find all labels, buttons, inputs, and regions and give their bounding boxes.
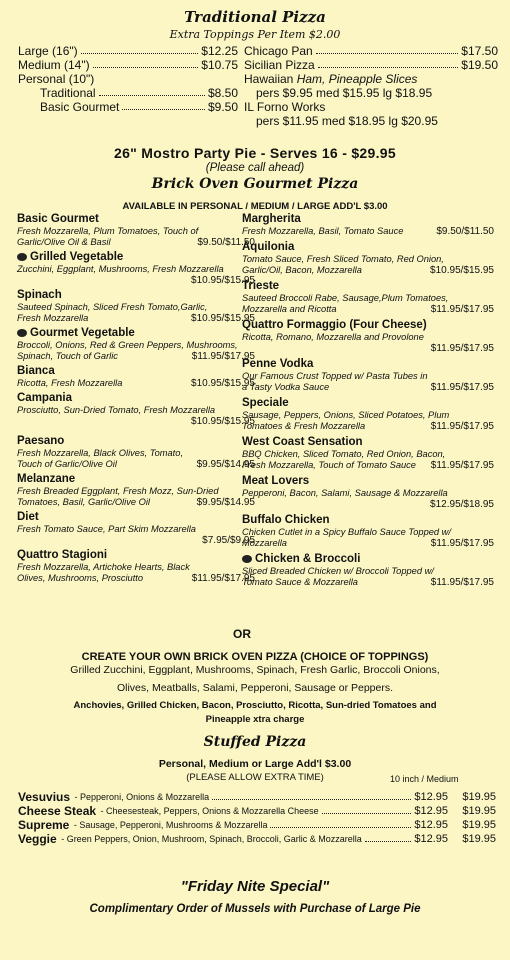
- item-desc: Spinach, Touch of Garlic: [17, 351, 118, 361]
- stuffed-allow: (PLEASE ALLOW EXTRA TIME): [186, 772, 324, 783]
- item-desc: Olives, Mushrooms, Prosciutto: [17, 573, 144, 583]
- flower-icon: [17, 253, 27, 261]
- traditional-left: [18, 44, 238, 114]
- item-desc: Chicken Cutlet in a Spicy Buffalo Sauce Topped w/: [242, 527, 451, 537]
- personal-label: Personal (10"): [18, 72, 95, 86]
- gourmet-sizes: AVAILABLE IN PERSONAL / MEDIUM / LARGE ADD'L $3.00: [122, 201, 388, 212]
- stuffed-name: Vesuvius: [18, 790, 71, 804]
- create-line1: Grilled Zucchini, Eggplant, Mushrooms, Spinach, Fresh Garlic, Broccoli Onions,: [70, 664, 440, 676]
- item-desc-price-row: [17, 573, 255, 584]
- gourmet-item-name: [242, 213, 494, 226]
- create-line4: Pineapple xtra charge: [205, 714, 305, 725]
- item-name-text: Aquilonia: [242, 241, 295, 253]
- gourmet-item: [242, 553, 494, 588]
- stuffed-price-medium: $19.95: [462, 819, 496, 831]
- item-price: $7.95/$9.95: [202, 535, 255, 546]
- mostro-title: 26" Mostro Party Pie - Serves 16 - $29.95: [114, 145, 396, 161]
- gourmet-item-name: [242, 319, 494, 332]
- gourmet-item-name: [17, 289, 255, 302]
- item-desc: Touch of Garlic/Olive Oil: [17, 459, 117, 469]
- item-desc: Fresh Mozzarella, Touch of Tomato Sauce: [242, 460, 416, 470]
- stuffed-desc: Cheesesteak, Peppers, Onions & Mozzarella Cheese: [106, 806, 319, 816]
- item-desc-price-row: [242, 577, 494, 588]
- item-desc: Fresh Mozzarella, Basil, Tomato Sauce: [242, 226, 404, 236]
- gourmet-item-name: [242, 514, 494, 527]
- item-price: $11.95/$17.95: [430, 382, 494, 393]
- gourmet-item-name: [17, 365, 255, 378]
- item-name-text: Penne Vodka: [242, 358, 314, 370]
- trad-price: $8.50: [207, 86, 238, 100]
- item-desc-price-row: [17, 459, 255, 470]
- gourmet-item-name: [242, 397, 494, 410]
- item-price: $9.95/$14.95: [196, 459, 255, 470]
- stuffed-item: Cheese Steak - Cheesesteak, Peppers, Onions & Mozzarella Cheese $12.95 $19.95: [18, 804, 496, 818]
- item-desc-price-row: [17, 497, 255, 508]
- gourmet-item-name: [17, 511, 255, 524]
- traditional-right: [244, 44, 498, 128]
- gourmet-item: [17, 511, 255, 546]
- item-name-text: Grilled Vegetable: [30, 251, 124, 263]
- item-name-text: Buffalo Chicken: [242, 514, 330, 526]
- stuffed-desc: Sausage, Pepperoni, Mushrooms & Mozzarella: [79, 820, 268, 830]
- stuffed-price-medium: $19.95: [462, 791, 496, 803]
- gourmet-item: [17, 392, 255, 427]
- gourmet-item: [17, 213, 255, 248]
- mostro-note: (Please call ahead): [205, 162, 305, 174]
- gourmet-item: [17, 289, 255, 324]
- item-desc: Tomatoes & Fresh Mozzarella: [242, 421, 366, 431]
- item-price: $11.95/$17.95: [430, 538, 494, 549]
- gourmet-item-name: [242, 553, 494, 566]
- item-desc: Tomato Sauce, Fresh Sliced Tomato, Red Onion,: [242, 254, 444, 264]
- gourmet-title: Brick Oven Gourmet Pizza: [151, 176, 359, 192]
- item-name-text: Speciale: [242, 397, 289, 409]
- item-desc-price-row: [17, 237, 255, 248]
- create-title: CREATE YOUR OWN BRICK OVEN PIZZA (CHOICE OF TOPPINGS): [81, 651, 429, 663]
- item-name-text: Chicken & Broccoli: [255, 553, 361, 565]
- item-price: $11.95/$17.95: [430, 304, 494, 315]
- gourmet-item: [242, 213, 494, 237]
- stuffed-cols: 10 inch / Medium: [390, 774, 459, 784]
- trad-row-traditional: [18, 86, 238, 100]
- item-price: $11.95/$17.95: [430, 460, 494, 471]
- trad-label: Traditional: [40, 86, 96, 100]
- ilforno-prices: pers $11.95 med $18.95 lg $20.95: [256, 114, 438, 128]
- trad-price: $12.25: [201, 44, 238, 58]
- item-price: $9.50/$11.50: [436, 226, 494, 237]
- gourmet-item: [17, 473, 255, 508]
- trad-row-chicago: [244, 44, 498, 58]
- item-desc-price-row: [242, 460, 494, 471]
- trad-label: Medium (14"): [18, 58, 90, 72]
- gourmet-item: [242, 358, 494, 393]
- item-name-text: West Coast Sensation: [242, 436, 363, 448]
- gourmet-item: [242, 280, 494, 315]
- gourmet-item-name: [242, 436, 494, 449]
- gourmet-item-name: [17, 213, 255, 226]
- stuffed-price-medium: $19.95: [462, 805, 496, 817]
- item-price: $11.95/$17.95: [430, 343, 494, 354]
- item-desc: Sliced Breaded Chicken w/ Broccoli Topped w/: [242, 566, 434, 576]
- gourmet-item: [242, 319, 494, 354]
- create-line3: Anchovies, Grilled Chicken, Bacon, Prosciutto, Ricotta, Sun-dried Tomatoes and: [73, 700, 437, 711]
- trad-label: Basic Gourmet: [40, 100, 120, 114]
- item-price: $11.95/$17.95: [191, 351, 255, 362]
- item-desc: BBQ Chicken, Sliced Tomato, Red Onion, Bacon,: [242, 449, 446, 459]
- gourmet-item-name: [242, 475, 494, 488]
- gourmet-item-name: [242, 358, 494, 371]
- stuffed-price-10: $12.95: [414, 833, 448, 845]
- item-desc: Tomatoes, Basil, Garlic/Olive Oil: [17, 497, 150, 507]
- stuffed-name: Supreme: [18, 818, 70, 832]
- stuffed-price-10: $12.95: [414, 805, 448, 817]
- ilforno-name: IL Forno Works: [244, 100, 326, 114]
- item-name-text: Meat Lovers: [242, 475, 310, 487]
- trad-price: $17.50: [461, 44, 498, 58]
- item-desc-price-row: [17, 351, 255, 362]
- gourmet-item-name: [242, 241, 494, 254]
- item-desc-price-row: [242, 538, 494, 549]
- extra-toppings: Extra Toppings Per Item $2.00: [169, 28, 341, 41]
- trad-row-large: [18, 44, 238, 58]
- traditional-title: Traditional Pizza: [184, 8, 326, 26]
- item-name-text: Bianca: [17, 365, 55, 377]
- item-desc-price-row: [242, 421, 494, 432]
- item-desc-price-row: [242, 382, 494, 393]
- gourmet-item: [17, 327, 255, 362]
- stuffed-desc: Green Peppers, Onion, Mushroom, Spinach, Broccoli, Garlic & Mozzarella: [66, 834, 362, 844]
- gourmet-left-column: [17, 213, 255, 587]
- item-desc: Fresh Mozzarella, Plum Tomatoes, Touch of: [17, 226, 199, 236]
- item-price: $11.95/$17.95: [430, 421, 494, 432]
- gourmet-item: [242, 436, 494, 471]
- item-desc-price-row: [17, 313, 255, 324]
- item-name-text: Campania: [17, 392, 72, 404]
- gourmet-item-name: [17, 549, 255, 562]
- item-name-text: Margherita: [242, 213, 301, 225]
- gourmet-item-name: [17, 392, 255, 405]
- item-desc: Fresh Mozzarella, Artichoke Hearts, Black: [17, 562, 190, 572]
- stuffed-name: Veggie: [18, 832, 57, 846]
- item-price: $11.95/$17.95: [191, 573, 255, 584]
- item-desc: Garlic/Oil, Bacon, Mozzarella: [242, 265, 362, 275]
- stuffed-price-medium: $19.95: [462, 833, 496, 845]
- item-price: $9.50/$11.50: [197, 237, 255, 248]
- item-price: $10.95/$15.95: [191, 416, 255, 427]
- stuffed-title: Stuffed Pizza: [203, 734, 307, 750]
- item-name-text: Spinach: [17, 289, 62, 301]
- gourmet-item: [242, 514, 494, 549]
- trad-row-medium: [18, 58, 238, 72]
- trad-row-basic-gourmet: [18, 100, 238, 114]
- stuffed-name: Cheese Steak: [18, 804, 97, 818]
- gourmet-item-name: [17, 327, 255, 340]
- item-price: $10.95/$15.95: [191, 378, 255, 389]
- item-price: $12.95/$18.95: [430, 499, 494, 510]
- stuffed-desc: Pepperoni, Onions & Mozzarella: [80, 792, 210, 802]
- gourmet-item-name: [17, 473, 255, 486]
- item-desc-price-row: [242, 304, 494, 315]
- stuffed-item: Supreme - Sausage, Pepperoni, Mushrooms & Mozzarella $12.95 $19.95: [18, 818, 496, 832]
- item-desc: Mozzarella and Ricotta: [242, 304, 337, 314]
- item-price: $10.95/$15.95: [430, 265, 494, 276]
- item-desc: Zucchini, Eggplant, Mushrooms, Fresh Mozzarella: [17, 264, 224, 274]
- item-desc: Ricotta, Romano, Mozzarella and Provolone: [242, 332, 424, 342]
- friday-title: "Friday Nite Special": [180, 878, 330, 895]
- item-name-text: Quattro Stagioni: [17, 549, 108, 561]
- item-price: $10.95/$15.95: [191, 275, 255, 286]
- item-desc: Fresh Tomato Sauce, Part Skim Mozzarella: [17, 524, 196, 534]
- gourmet-item: [17, 251, 255, 286]
- or-divider: OR: [233, 627, 251, 641]
- item-desc-price-row: [242, 265, 494, 276]
- item-desc: Mozzarella: [242, 538, 287, 548]
- item-desc: Garlic/Olive Oil & Basil: [17, 237, 111, 247]
- item-name-text: Quattro Formaggio (Four Cheese): [242, 319, 427, 331]
- hawaiian-desc: Ham, Pineapple Slices: [296, 72, 418, 86]
- hawaiian-name: Hawaiian: [244, 72, 294, 86]
- item-desc: Fresh Mozzarella: [17, 313, 89, 323]
- stuffed-sizes: Personal, Medium or Large Add'l $3.00: [158, 758, 352, 770]
- item-desc: Pepperoni, Bacon, Salami, Sausage & Mozzarella: [242, 488, 448, 498]
- item-price: $10.95/$15.95: [191, 313, 255, 324]
- item-price: $9.95/$14.95: [196, 497, 255, 508]
- item-desc-price-row: [17, 378, 255, 389]
- gourmet-item-name: [17, 251, 255, 264]
- item-desc: Sauteed Spinach, Sliced Fresh Tomato,Garlic,: [17, 302, 208, 312]
- hawaiian-prices: pers $9.95 med $15.95 lg $18.95: [256, 86, 433, 100]
- trad-label: Sicilian Pizza: [244, 58, 315, 72]
- flower-icon: [242, 555, 252, 563]
- item-name-text: Basic Gourmet: [17, 213, 99, 225]
- item-desc: Prosciutto, Sun-Dried Tomato, Fresh Mozzarella: [17, 405, 216, 415]
- create-line2: Olives, Meatballs, Salami, Pepperoni, Sausage or Peppers.: [116, 682, 394, 694]
- gourmet-item: [17, 365, 255, 389]
- friday-desc: Complimentary Order of Mussels with Purchase of Large Pie: [89, 903, 421, 915]
- item-name-text: Gourmet Vegetable: [30, 327, 135, 339]
- item-name-text: Paesano: [17, 435, 65, 447]
- trad-price: $10.75: [201, 58, 238, 72]
- item-price: $11.95/$17.95: [430, 577, 494, 588]
- item-desc: Sauteed Broccoli Rabe, Sausage,Plum Tomatoes,: [242, 293, 449, 303]
- gourmet-item: [17, 549, 255, 584]
- trad-row-sicilian: [244, 58, 498, 72]
- stuffed-item: Vesuvius - Pepperoni, Onions & Mozzarella $12.95 $19.95: [18, 790, 496, 804]
- item-desc: Our Famous Crust Topped w/ Pasta Tubes in: [242, 371, 428, 381]
- gourmet-item-name: [17, 435, 255, 448]
- stuffed-price-10: $12.95: [414, 791, 448, 803]
- gourmet-item-name: [242, 280, 494, 293]
- stuffed-price-10: $12.95: [414, 819, 448, 831]
- gourmet-right-column: [242, 213, 494, 592]
- trad-label: Large (16"): [18, 44, 78, 58]
- gourmet-item: [242, 241, 494, 276]
- item-desc: Fresh Mozzarella, Black Olives, Tomato,: [17, 448, 184, 458]
- item-desc: Sausage, Peppers, Onions, Sliced Potatoes, Plum: [242, 410, 450, 420]
- item-desc: Fresh Breaded Eggplant, Fresh Mozz, Sun-Dried: [17, 486, 219, 496]
- item-desc: Ricotta, Fresh Mozzarella: [17, 378, 123, 388]
- item-name-text: Trieste: [242, 280, 280, 292]
- item-desc: Tomato Sauce & Mozzarella: [242, 577, 358, 587]
- gourmet-item: [242, 475, 494, 510]
- stuffed-item: Veggie - Green Peppers, Onion, Mushroom, Spinach, Broccoli, Garlic & Mozzarella $12.95 $19.95: [18, 832, 496, 846]
- item-desc-price-row: [242, 226, 494, 237]
- item-desc: Broccoli, Onions, Red & Green Peppers, Mushrooms,: [17, 340, 238, 350]
- stuffed-list: [18, 790, 496, 846]
- trad-price: $19.50: [461, 58, 498, 72]
- flower-icon: [17, 329, 27, 337]
- gourmet-item: [17, 435, 255, 470]
- item-name-text: Diet: [17, 511, 39, 523]
- trad-label: Chicago Pan: [244, 44, 313, 58]
- trad-price: $9.50: [207, 100, 238, 114]
- item-name-text: Melanzane: [17, 473, 76, 485]
- hawaiian: [244, 72, 498, 86]
- item-desc: a Tasty Vodka Sauce: [242, 382, 330, 392]
- gourmet-item: [242, 397, 494, 432]
